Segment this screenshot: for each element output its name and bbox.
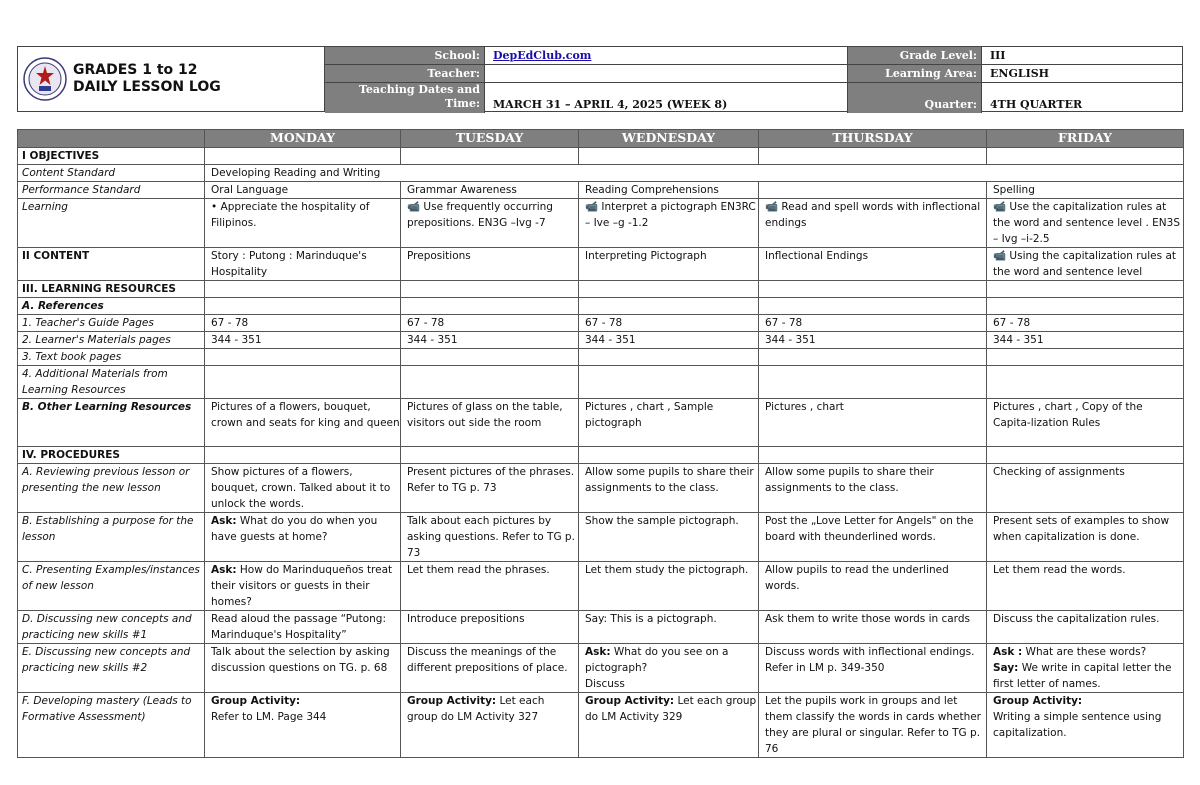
table-cell: 📹 Using the capitalization rules at the word and sentence level: [987, 248, 1184, 281]
table-cell: Interpreting Pictograph: [579, 248, 759, 281]
table-cell: Pictures of a flowers, bouquet, crown and seats for king and queen: [205, 399, 401, 447]
table-cell: 📹 Interpret a pictograph EN3RC – Ive –g -1.2: [579, 199, 759, 248]
table-row: [18, 281, 1184, 298]
teacher-label: Teacher:: [325, 65, 485, 83]
table-cell: Reading Comprehensions: [579, 182, 759, 199]
table-cell: 📹 Read and spell words with inflectional endings: [759, 199, 987, 248]
table-cell: [579, 693, 759, 758]
table-cell: 344 - 351: [759, 332, 987, 349]
table-cell: Present sets of examples to show when capitalization is done.: [987, 513, 1184, 562]
table-cell: [205, 513, 401, 562]
dates-value: MARCH 31 – APRIL 4, 2025 (WEEK 8): [485, 83, 848, 113]
table-cell: Let the pupils work in groups and let them classify the words in cards whether they are plural or singular. Refer to TG p. 76: [759, 693, 987, 758]
table-cell: 344 - 351: [987, 332, 1184, 349]
references-heading: A. References: [18, 298, 205, 315]
table-cell: [401, 693, 579, 758]
table-row: [18, 298, 1184, 315]
ask-label: Ask :: [993, 646, 1023, 658]
group-activity-text: Let each group do LM Activity 329: [585, 695, 757, 723]
table-cell: Discuss words with inflectional endings. Refer in LM p. 349-350: [759, 644, 987, 693]
group-activity-label: Group Activity:: [211, 695, 301, 707]
info-grid: [325, 46, 1183, 112]
content-standard-label: Content Standard: [18, 165, 205, 182]
table-row: [18, 562, 1184, 611]
table-cell: [205, 562, 401, 611]
grade-value: III: [982, 47, 1182, 65]
table-row: [18, 464, 1184, 513]
tg-label: 1. Teacher's Guide Pages: [18, 315, 205, 332]
table-cell: Talk about the selection by asking discussion questions on TG. p. 68: [205, 644, 401, 693]
performance-standard-label: Performance Standard: [18, 182, 205, 199]
table-cell: Read aloud the passage “Putong: Marinduque's Hospitality”: [205, 611, 401, 644]
group-activity-text: Let each group do LM Activity 327: [407, 695, 545, 723]
ask-text: How do Marinduqueños treat their visitors or guests in their homes?: [211, 564, 393, 608]
teacher-value: [485, 65, 848, 83]
day-wednesday: WEDNESDAY: [579, 130, 759, 148]
school-label: School:: [325, 47, 485, 65]
title-line-2: DAILY LESSON LOG: [73, 79, 221, 95]
table-row: [18, 148, 1184, 165]
content-standard-value: Developing Reading and Writing: [205, 165, 1184, 182]
table-cell: Post the „Love Letter for Angels" on the board with theunderlined words.: [759, 513, 987, 562]
discuss-text: Discuss: [585, 678, 625, 690]
table-cell: [205, 693, 401, 758]
lesson-log: [17, 46, 1183, 755]
procedure-d-label: D. Discussing new concepts and practicing new skills #1: [18, 611, 205, 644]
table-cell: 67 - 78: [759, 315, 987, 332]
textbook-label: 3. Text book pages: [18, 349, 205, 366]
ask-text: What do you see on a pictograph?: [585, 646, 729, 674]
ask-label: Ask:: [211, 564, 237, 576]
table-row: [18, 349, 1184, 366]
table-cell: Let them read the words.: [987, 562, 1184, 611]
table-row: [18, 182, 1184, 199]
day-header-row: [18, 130, 1184, 148]
table-cell: 344 - 351: [401, 332, 579, 349]
table-row: [18, 366, 1184, 399]
table-cell: Ask them to write those words in cards: [759, 611, 987, 644]
school-link[interactable]: DepEdClub.com: [493, 49, 592, 62]
table-row: [18, 399, 1184, 447]
table-cell: Discuss the capitalization rules.: [987, 611, 1184, 644]
table-cell: [987, 644, 1184, 693]
grade-label: Grade Level:: [848, 47, 982, 65]
lesson-table: [17, 129, 1184, 758]
table-row: [18, 315, 1184, 332]
additional-label: 4. Additional Materials from Learning Resources: [18, 366, 205, 399]
table-cell: • Appreciate the hospitality of Filipinos.: [205, 199, 401, 248]
group-activity-label: Group Activity:: [585, 695, 675, 707]
procedure-c-label: C. Presenting Examples/instances of new lesson: [18, 562, 205, 611]
day-thursday: THURSDAY: [759, 130, 987, 148]
table-row: [18, 199, 1184, 248]
table-cell: Show the sample pictograph.: [579, 513, 759, 562]
table-row: [18, 644, 1184, 693]
day-friday: FRIDAY: [987, 130, 1184, 148]
table-cell: Pictures of glass on the table, visitors out side the room: [401, 399, 579, 447]
day-monday: MONDAY: [205, 130, 401, 148]
table-row: [18, 332, 1184, 349]
ask-label: Ask:: [585, 646, 611, 658]
group-activity-label: Group Activity:: [407, 695, 497, 707]
table-cell: Grammar Awareness: [401, 182, 579, 199]
table-row: [18, 447, 1184, 464]
deped-seal-icon: [23, 57, 67, 101]
quarter-value: 4TH QUARTER: [990, 98, 1083, 111]
table-cell: Say: This is a pictograph.: [579, 611, 759, 644]
table-cell: Prepositions: [401, 248, 579, 281]
table-cell: [987, 693, 1184, 758]
procedure-e-label: E. Discussing new concepts and practicing new skills #2: [18, 644, 205, 693]
table-row: [18, 693, 1184, 758]
table-cell: Oral Language: [205, 182, 401, 199]
table-cell: 344 - 351: [579, 332, 759, 349]
table-row: [18, 248, 1184, 281]
group-activity-label: Group Activity:: [993, 695, 1083, 707]
group-activity-text: Refer to LM. Page 344: [211, 711, 327, 723]
resources-heading: III. LEARNING RESOURCES: [18, 281, 205, 298]
other-resources-label: B. Other Learning Resources: [18, 399, 205, 447]
lm-label: 2. Learner's Materials pages: [18, 332, 205, 349]
ask-text: What are these words?: [1022, 646, 1147, 658]
table-cell: Talk about each pictures by asking questions. Refer to TG p. 73: [401, 513, 579, 562]
procedure-f-label: F. Developing mastery (Leads to Formative Assessment): [18, 693, 205, 758]
say-text: We write in capital letter the first letter of names.: [993, 662, 1172, 690]
table-cell: Pictures , chart , Sample pictograph: [579, 399, 759, 447]
table-cell: Spelling: [987, 182, 1184, 199]
learning-label: Learning: [18, 199, 205, 248]
table-cell: Let them read the phrases.: [401, 562, 579, 611]
ask-text: What do you do when you have guests at home?: [211, 515, 378, 543]
procedures-heading: IV. PROCEDURES: [18, 447, 205, 464]
table-cell: Let them study the pictograph.: [579, 562, 759, 611]
table-cell: Allow some pupils to share their assignments to the class.: [759, 464, 987, 513]
table-cell: Allow some pupils to share their assignments to the class.: [579, 464, 759, 513]
day-tuesday: TUESDAY: [401, 130, 579, 148]
dates-label: Teaching Dates and Time:: [325, 83, 485, 113]
log-title: [73, 62, 221, 96]
say-label: Say:: [993, 662, 1019, 674]
objectives-heading: I OBJECTIVES: [18, 148, 205, 165]
table-cell: Pictures , chart: [759, 399, 987, 447]
table-cell: Discuss the meanings of the different prepositions of place.: [401, 644, 579, 693]
table-cell: Story : Putong : Marinduque's Hospitality: [205, 248, 401, 281]
table-cell: Present pictures of the phrases. Refer to TG p. 73: [401, 464, 579, 513]
header: [17, 46, 1183, 112]
table-cell: Pictures , chart , Copy of the Capita-lization Rules: [987, 399, 1184, 447]
table-row: [18, 165, 1184, 182]
table-cell: 67 - 78: [205, 315, 401, 332]
table-cell: [759, 182, 987, 199]
school-value: [485, 47, 848, 65]
table-cell: Introduce prepositions: [401, 611, 579, 644]
title-line-1: GRADES 1 to 12: [73, 62, 198, 78]
quarter-label: Quarter:: [848, 83, 982, 113]
area-value: ENGLISH: [982, 65, 1182, 83]
area-label: Learning Area:: [848, 65, 982, 83]
table-cell: 67 - 78: [401, 315, 579, 332]
title-box: [17, 46, 325, 112]
table-cell: Checking of assignments: [987, 464, 1184, 513]
group-activity-text: Writing a simple sentence using capitalization.: [993, 711, 1162, 739]
procedure-a-label: A. Reviewing previous lesson or presenting the new lesson: [18, 464, 205, 513]
table-cell: [579, 644, 759, 693]
table-cell: 📹 Use frequently occurring prepositions. EN3G –Ivg -7: [401, 199, 579, 248]
table-cell: 67 - 78: [987, 315, 1184, 332]
table-cell: Allow pupils to read the underlined words.: [759, 562, 987, 611]
content-heading: II CONTENT: [18, 248, 205, 281]
table-cell: 📹 Use the capitalization rules at the word and sentence level . EN3S – Ivg –i-2.5: [987, 199, 1184, 248]
table-cell: Inflectional Endings: [759, 248, 987, 281]
table-row: [18, 513, 1184, 562]
ask-label: Ask:: [211, 515, 237, 527]
corner-cell: [18, 130, 205, 148]
table-cell: 67 - 78: [579, 315, 759, 332]
procedure-b-label: B. Establishing a purpose for the lesson: [18, 513, 205, 562]
table-cell: Show pictures of a flowers, bouquet, crown. Talked about it to unlock the words.: [205, 464, 401, 513]
table-cell: 344 - 351: [205, 332, 401, 349]
table-row: [18, 611, 1184, 644]
